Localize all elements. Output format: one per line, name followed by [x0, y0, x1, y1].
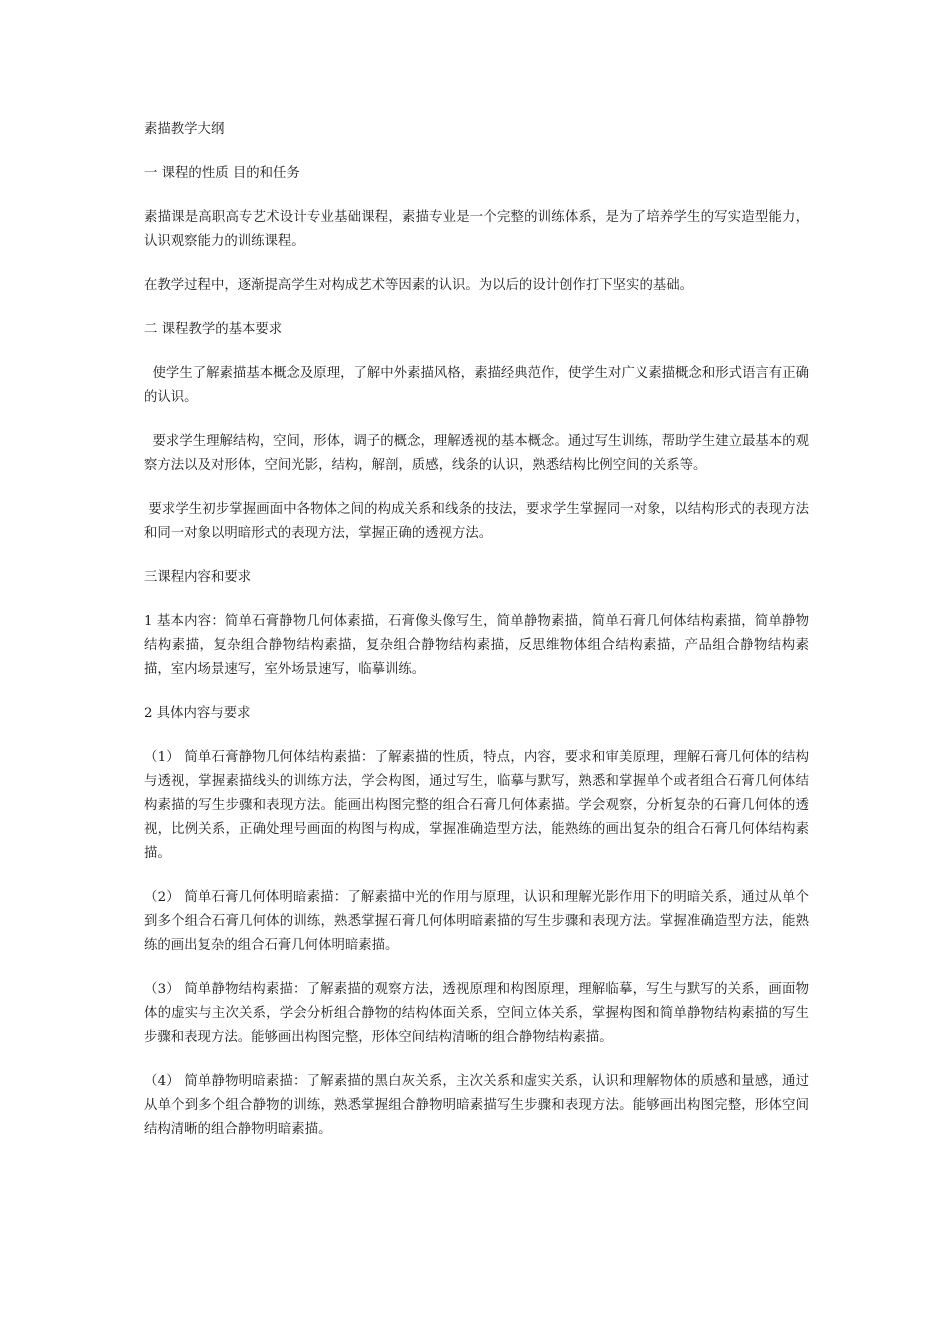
section-1-paragraph-2: 在教学过程中，逐渐提高学生对构成艺术等因素的认识。为以后的设计创作打下坚实的基础。 [144, 278, 694, 293]
section-2-heading: 二 课程教学的基本要求 [144, 322, 283, 337]
list-item-1: （1） 简单石膏静物几何体结构素描：了解素描的性质，特点，内容，要求和审美原理，理解石膏几何体的结构与透视，掌握素描线头的训练方法，学会构图，通过写生，临摹与默写，熟悉和掌握单个或者组合石膏几何体结构素描的写生步骤和表现方法。能画出构图完整的组合石膏几何体素描。学会观察，分析复杂的石膏几何体的透视，比例关系，正确处理号画面的构图与构成，掌握准确造型方法，能熟练的画出复杂的组合石膏几何体结构素描。 [144, 750, 809, 861]
list-item-4: （4） 简单静物明暗素描：了解素描的黑白灰关系，主次关系和虚实关系，认识和理解物体的质感和量感，通过从单个到多个组合静物的训练，熟悉掌握组合静物明暗素描写生步骤和表现方法。能够画出构图完整，形体空间结构清晰的组合静物明暗素描。 [144, 1074, 809, 1137]
list-item-2: （2） 简单石膏几何体明暗素描：了解素描中光的作用与原理，认识和理解光影作用下的明暗关系，通过从单个到多个组合石膏几何体的训练，熟悉掌握石膏几何体明暗素描的写生步骤和表现方法。掌握准确造型方法，能熟练的画出复杂的组合石膏几何体明暗素描。 [144, 890, 809, 953]
section-3-paragraph-2: 2 具体内容与要求 [144, 706, 251, 721]
section-2-paragraph-2: 要求学生理解结构，空间，形体，调子的概念，理解透视的基本概念。通过写生训练，帮助学生建立最基本的观察方法以及对形体，空间光影，结构，解剖，质感，线条的认识，熟悉结构比例空间的关系等。 [144, 434, 809, 473]
section-1-heading: 一 课程的性质 目的和任务 [144, 166, 300, 181]
document-page [144, 118, 809, 1162]
section-3-paragraph-1: 1 基本内容：简单石膏静物几何体素描，石膏像头像写生，简单静物素描，简单石膏几何体结构素描，简单静物结构素描，复杂组合静物结构素描，复杂组合静物结构素描，反思维物体组合结构素描，产品组合静物结构素描，室内场景速写，室外场景速写，临摹训练。 [144, 614, 809, 677]
document-title: 素描教学大纲 [144, 122, 225, 137]
section-3-heading: 三课程内容和要求 [144, 570, 252, 585]
section-1-paragraph-1: 素描课是高职高专艺术设计专业基础课程，素描专业是一个完整的训练体系，是为了培养学生的写实造型能力，认识观察能力的训练课程。 [144, 210, 809, 249]
section-2-paragraph-3: 要求学生初步掌握画面中各物体之间的构成关系和线条的技法，要求学生掌握同一对象，以结构形式的表现方法和同一对象以明暗形式的表现方法，掌握正确的透视方法。 [144, 502, 809, 541]
section-2-paragraph-1: 使学生了解素描基本概念及原理，了解中外素描风格，素描经典范作，使学生对广义素描概念和形式语言有正确的认识。 [144, 366, 809, 405]
list-item-3: （3） 简单静物结构素描：了解素描的观察方法，透视原理和构图原理，理解临摹，写生与默写的关系，画面物体的虚实与主次关系，学会分析组合静物的结构体面关系，空间立体关系，掌握构图和简单静物结构素描的写生步骤和表现方法。能够画出构图完整，形体空间结构清晰的组合静物结构素描。 [144, 982, 809, 1045]
